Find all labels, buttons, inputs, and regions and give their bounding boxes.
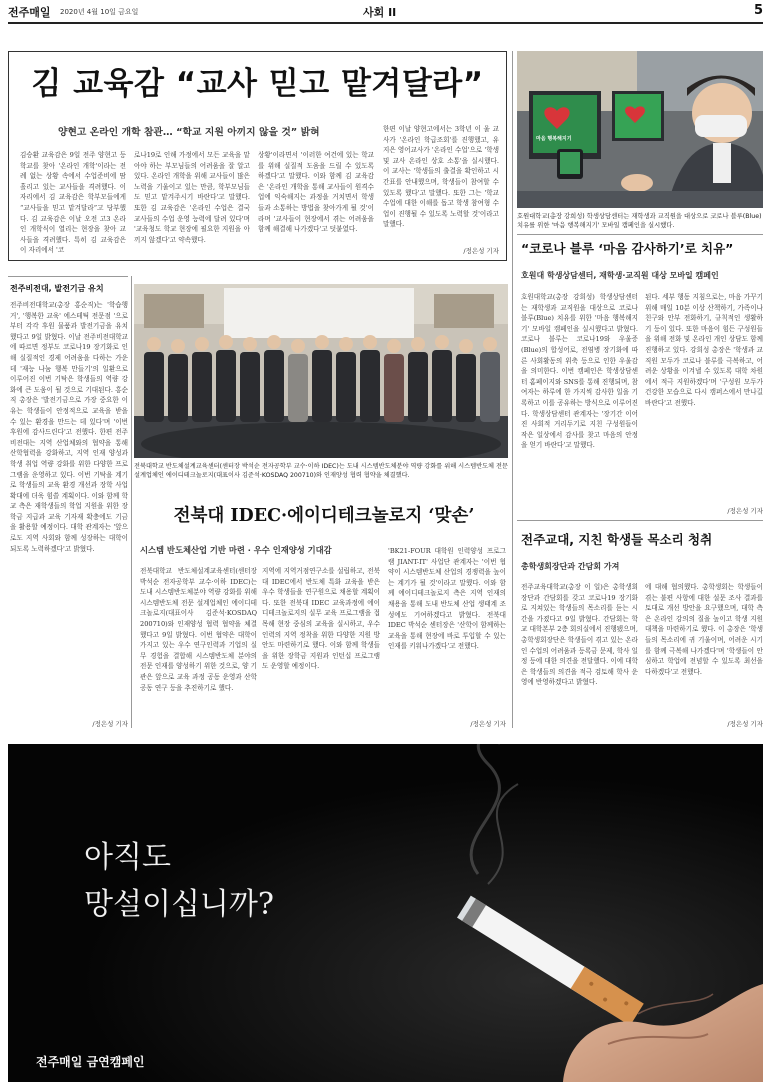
group-photo-illustration — [134, 284, 508, 458]
idec-headline: 전북대 IDEC·에이디테크놀로지 ‘맞손’ — [173, 506, 475, 526]
fund-top-divider — [8, 276, 128, 277]
idec-byline: /정은성 기자 — [470, 720, 506, 728]
section-title: 사회 II — [363, 6, 397, 19]
lead-column-4: 한편 이날 양현고에서는 3학년 이 울 교사가 '온라인 학급조회'를 진행했고, 유지은 영어교사가 '온라인 수업'으로 '학생 및 교사 온라인 상호 소통'을 실시했다. 이 교사는 '학생들의 출결을 확인하고 시간표를 안내했으며, 학생들이 참여할 수 있도록 했다'고 말했다. 또한 그는 '학교 수업에 대한 이해를 돕고 학생 참여형 수업이 진행될 수 있도록 노력할 것'이라고 말했다. — [383, 125, 499, 229]
left-column-divider — [131, 276, 132, 728]
counseling-photo-illustration — [517, 51, 763, 208]
edu-top-divider — [517, 520, 763, 521]
edu-column-1: 전주교육대학교(총장 이 일)은 총학생회장단과 간담회를 갖고 코로나19 장기화로 지쳐있는 학생들의 목소리를 듣는 시간을 가졌다고 9일 밝혔다. 간담회는 학교 대학본부 2층 회의실에서 진행됐으며, 총학생회장단은 학생들이 겪고 있는 온라인 수업의 어려움과 등록금 문제, 학사 일정 등에 대한 의견을 전달했다. 이에 대학은 학생들의 의견을 적극 검토해 학사 운영에 반영하겠다고 밝혔다. — [521, 583, 638, 687]
edu-subheadline: 총학생회장단과 간담회 가져 — [521, 562, 620, 571]
edu-column-2: 에 대해 협의했다. 총학생회는 학생들이 겪는 불편 사항에 대한 설문 조사 결과를 토대로 개선 방안을 요구했으며, 대학 측은 온라인 강의의 질을 높이고 학생 지원 대책을 마련하기로 했다. 이 총장은 '학생들의 목소리에 귀 기울이며, 어려운 시기를 함께 극복해 나가겠다'며 '학생들이 안심하고 학업에 전념할 수 있도록 최선을 다하겠다'고 전했다. — [645, 583, 763, 676]
lead-subheadline: 양현고 온라인 개학 참관… “학교 지원 아끼지 않을 것” 밝혀 — [58, 127, 320, 138]
right-column-divider — [512, 51, 513, 728]
lead-column-2: 로나19로 인해 가정에서 모든 교육을 맡아야 하는 부모님들의 어려움을 잘 알고 있다. 온라인 개학을 위해 교사들이 많은 노력을 기울이고 있는 만큼, 학부모님들도 믿고 맡겨주시기 바란다'고 말했다. 또한 김 교육감은 '온라인 수업은 결국 교사들의 수업 운영 능력에 달려 있다'며 '교육청도 학교 현장에 필요한 지원을 아끼지 않겠다'고 약속했다. — [134, 151, 250, 244]
hoseo-subheadline: 호원대 학생상담센터, 재학생·교직원 대상 모바일 캠페인 — [521, 271, 719, 280]
fund-headline: 전주비전대, 발전기금 유치 — [10, 284, 104, 293]
fund-body: 전주비전대학교(총장 홍순직)는 '학습행거', '행복한 교육' 에스테틱 전문점 '으로부터 각각 후원 물품과 발전기금을 유치했다고 9일 밝혔다. 이날 전주비전대학교에 따르면 정부도 코로나19 장기화로 인해 실질적인 경제 어려움을 다하는 가운데 '재능 나눔 행복 만들기'의 일환으로 이루어진 이번 기탁은 학생들의 역량 강화에 큰 도움이 될 것으로 기대된다. 홍순직 총장은 '발전기금으로 가장 중요한 이유는 학생들이 안정적으로 교육을 받을 수 있는 환경을 만드는 데 있다'며 '이번 후원에 감사드린다'고 전했다. 한편 전주비전대는 지역 산업체와의 협약을 통해 산학협력을 강화하고, 지역 인재 양성과 학생 취업 역량 강화를 위한 다양한 프로그램을 운영하고 있다. 이번 기탁을 계기로 학생들의 교육 환경 개선과 장학 사업 확대에 더욱 힘쓸 계획이다. 이와 함께 학교 측은 재학생들의 학업 지원을 위한 장학금 지급과 교육 기자재 확충에도 기금을 활용할 예정이다. 대학 관계자는 '앞으로도 지역 사회와 함께 성장하는 대학이 되도록 노력하겠다'고 밝혔다. — [10, 301, 128, 553]
poster-label: 마음 행복해지기 — [536, 136, 572, 142]
group-photo — [134, 284, 508, 458]
hoseo-byline: /정은성 기자 — [727, 507, 763, 515]
hoseo-headline: “코로나 블루 ‘마음 감사하기’로 치유” — [521, 241, 734, 256]
lead-column-1: 김승환 교육감은 9일 전주 양현고 등학교를 찾아 '온라인 개학'이라는 전례 없는 상황 속에서 수업준비에 땀 흘리고 있는 교사들을 격려했다. 이 자리에서 김 교육감은 학부모들에게 “교사들을 믿고 맡겨달라”고 당부했다. 김 교육감은 이날 오전 고3 온라인 개학식이 열리는 현장을 찾아 교사들을 격려했다. 특히 김 교육감은 이 자리에서 '코 — [20, 151, 126, 255]
issue-date: 2020년 4월 10일 금요일 — [60, 8, 139, 16]
ad-line-2: 망설이십니까? — [84, 887, 274, 922]
lead-headline: 김 교육감 “교사 믿고 맡겨달라” — [31, 66, 484, 102]
group-photo-caption: 전북대학교 반도체설계교육센터(센터장 박석순 전자공학부 교수·이하 IDEC)는 도내 시스템반도체분야 역량 강화를 위해 시스템반도체 전문 설계업체인 에이디테크놀로지(대표이사 김준석·KOSDAQ 200710)와 인재양성 협력 협약을 체결했다. — [134, 463, 508, 480]
counseling-photo-caption: 호원대학교(총장 강희성) 학생상담센터는 재학생과 교직원을 대상으로 코로나 블루(Blue) 치유를 위한 '마음 행복해지기' 모바일 캠페인을 실시했다. — [517, 213, 762, 230]
masthead — [8, 4, 763, 22]
edu-headline: 전주교대, 지친 학생들 목소리 청취 — [521, 532, 713, 547]
page-number: 5 — [753, 3, 763, 18]
ad-line-1: 아직도 — [84, 840, 171, 875]
idec-column-1: 전북대학교 반도체설계교육센터(센터장 박석순 전자공학부 교수·이하 IDEC)는 도내 시스템반도체분야 역량 강화를 위해 시스템반도체 전문 설계업체인 에이디테크놀로지(대표이사 김준석·KOSDAQ 200710)와 인재양성 협력 협약을 체결했다고 9일 밝혔다. 이번 협약은 대학이 가지고 있는 우수 연구인력과 기업의 실무 경험을 결합해 시스템반도체 분야의 전문 인재를 양성하기 위한 것으로, 양 기관은 앞으로 교육 과정 공동 운영과 산학 공동 연구 등을 추진하기로 했다. — [140, 567, 257, 692]
hoseo-top-divider — [517, 234, 763, 235]
fund-byline: /정은성 기자 — [92, 720, 128, 728]
hoseo-column-2: 된다. 세부 행동 지침으로는, 마음 가꾸기 위해 매일 10분 이상 산책하기, 가족이나 친구와 안부 전화하기, 규칙적인 생활하기 등이 있다. 또한 마음이 힘든 구성원들을 위해 전화 및 온라인 개인 상담도 함께 진행하고 있다. 강희성 총장은 '학생과 교직원 모두가 코로나 블루를 극복하고, 어려운 상황을 이겨낼 수 있도록 대학 차원에서 적극 지원하겠다'며 '구성원 모두가 건강한 모습으로 다시 캠퍼스에서 만나길 바란다'고 전했다. — [645, 293, 763, 407]
ad-campaign-label: 전주매일 금연캠페인 — [36, 1055, 145, 1069]
lead-byline: /정은성 기자 — [463, 247, 499, 255]
lead-column-3: 상황'이라면서 '이러한 여건에 있는 학교를 위해 실질적 도움을 드릴 수 있도록 하겠다'고 말했다. 이와 함께 김 교육감은 '온라인 개학을 통해 교사들이 원격수업에 익숙해지는 과정을 거치면서 학생들과 소통하는 방법을 찾아가게 될 것'이라며 '교사들이 현장에서 겪는 어려움을 함께 해결해 나가겠다'고 덧붙였다. — [258, 151, 374, 234]
idec-column-2: 지역에 지역거점연구소를 설립하고, 전북대 IDEC에서 반도체 특화 교육을 받은 우수 학생들을 연구원으로 채용할 계획이다. 또한 전북대 IDEC 교육과정에 에이디테크놀로지의 실무 교육 프로그램을 접목해 현장 중심의 교육을 실시하고, 우수 인력의 지역 정착을 위한 다양한 지원 방안도 마련하기로 했다. 이와 함께 학생들을 위한 장학금 지원과 인턴십 프로그램도 운영할 예정이다. — [262, 567, 380, 671]
idec-column-3: 'BK21-FOUR 대학원 인력양성 프로그램 JIANT-IT' 사업단 관계자는 '이번 협약이 시스템반도체 산업의 경쟁력을 높이는 계기가 될 것'이라고 말했다. 이와 함께 에이디테크놀로지 측은 지역 인재의 채용을 통해 도내 반도체 산업 생태계 조성에도 기여하겠다고 밝혔다. 전북대 IDEC 박석순 센터장은 '산학이 함께하는 교육을 통해 현장에 바로 투입할 수 있는 인재를 키워나가겠다'고 전했다. — [388, 547, 506, 651]
no-smoking-ad — [8, 744, 763, 1082]
hoseo-column-1: 호원대학교(총장 강희성) 학생상담센터는 재학생과 교직원을 대상으로 코로나 블루(Blue) 치유를 위한 '마음 행복해지기' 모바일 캠페인을 실시했다고 밝혔다. 코로나 블루는 코로나19와 우울증(Blue)의 합성어로, 전염병 장기화에 따른 사회활동의 위축 등으로 인한 우울감을 의미한다. 이번 캠페인은 학생상담센터 홈페이지와 SNS를 통해 진행되며, 참여자는 하루에 한 가지씩 감사한 일을 기록하고 이를 공유하는 방식으로 이루어진다. 학생상담센터 관계자는 '장기간 이어진 사회적 거리두기로 지친 구성원들이 작은 일상에서 감사를 찾고 마음의 안정을 얻기 바란다'고 말했다. — [521, 293, 638, 450]
header-rule — [8, 22, 763, 24]
edu-byline: /정은성 기자 — [727, 720, 763, 728]
paper-name: 전주매일 — [8, 6, 51, 19]
counseling-photo — [517, 51, 763, 208]
idec-subheadline: 시스템 반도체산업 기반 마련 · 우수 인재양성 기대감 — [140, 545, 332, 555]
